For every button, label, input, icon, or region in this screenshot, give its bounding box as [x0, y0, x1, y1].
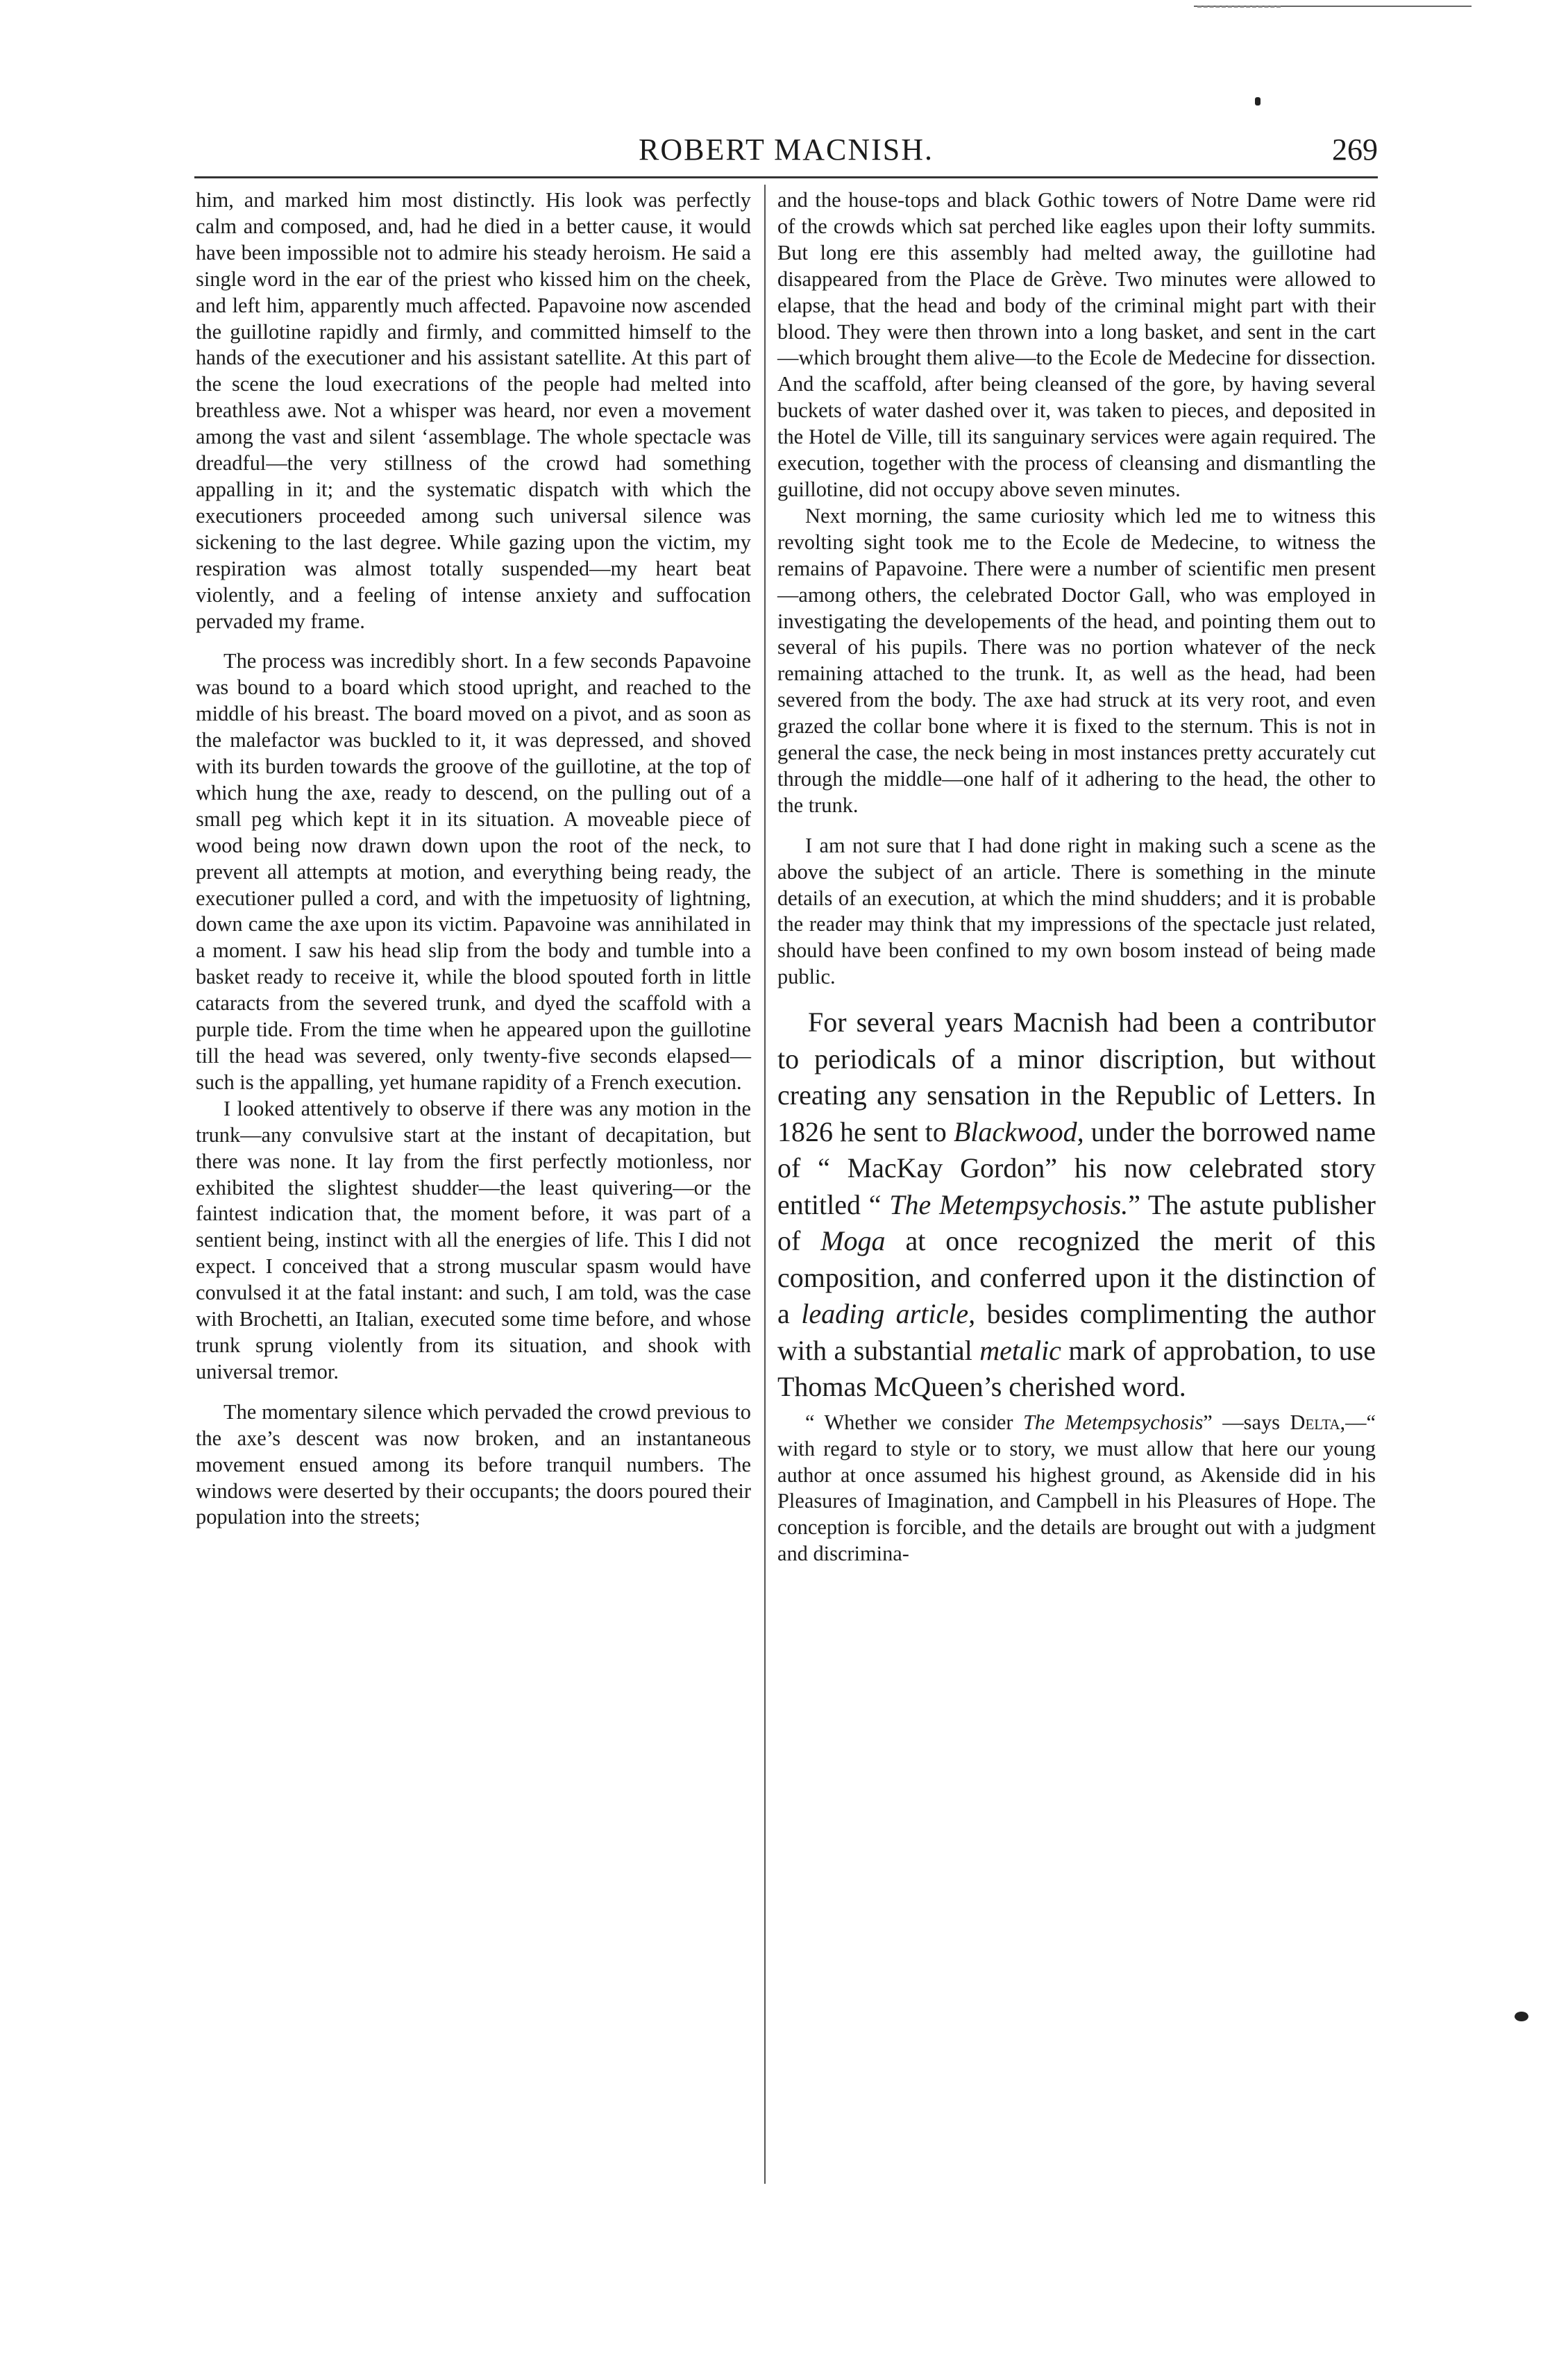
print-mark: [1255, 97, 1261, 106]
delta-name: Delta,: [1290, 1410, 1346, 1434]
p4-text-a: For several years Macnish had been a contributor to periodicals of a minor discription, but without creating any sensation in the Republic of Letters. In 1826 he sent to: [777, 1007, 1376, 1147]
metempsychosis-quote-title: The Metempsychosis: [1023, 1410, 1204, 1434]
p5-text-c: —“ with regard to style or to story, we must allow that here our young author at once assumed his highest ground, as Akenside did in his Pleasures of Imagination, and Campbell in his Pleasures of Hope. The conception is forcible, and the details are brought out with a judgment and discrimina-: [777, 1410, 1376, 1566]
metempsychosis-title: The Metempsychosis.: [889, 1188, 1129, 1220]
metalic-emphasis: metalic: [979, 1334, 1061, 1366]
leading-article-emphasis: leading article,: [801, 1298, 976, 1330]
right-paragraph-3: I am not sure that I had done right in making such a scene as the above the subject of an article. There is something in the minute details of an execution, at which the mind shudders; and it is probable the reader may think that my impressions of the spectacle just related, should have been confined to my own bosom instead of being made public.: [777, 833, 1376, 989]
page-number: 269: [1332, 133, 1378, 167]
header-rule: [194, 176, 1378, 178]
biography-section: [777, 1004, 1376, 1406]
p4-text-e: besides complimenting the author with a substantial: [777, 1298, 1376, 1366]
left-paragraph-3: I looked attentively to observe if there was any motion in the trunk—any convulsive start at the instant of decapitation, but there was none. It lay from the first perfectly motionless, nor exhibited the slightest shudder—the least quivering—or the faintest indication that, the moment before, it was part of a sentient being, instinct with all the energies of life. This I did not expect. I conceived that a strong muscular spasm would have convulsed it at the fatal instant: and such, I am told, was the case with Brochetti, an Italian, executed some time before, and whose trunk sprung violently from its situation, and shook with universal tremor.: [196, 1096, 751, 1383]
right-paragraph-4: [777, 1004, 1376, 1406]
p5-text-a: “ Whether we consider: [805, 1410, 1023, 1434]
running-title: ROBERT MACNISH.: [638, 133, 934, 167]
right-paragraph-5: [777, 1410, 1376, 1567]
moga-title: Moga: [820, 1225, 886, 1257]
p4-text-f: mark of approbation, to use Thomas McQueen’s cherished word.: [777, 1334, 1376, 1403]
margin-mark: [1515, 2012, 1528, 2021]
p4-text-d: at once recognized the merit of this composition, and conferred upon it the distinction of a: [777, 1225, 1376, 1330]
right-paragraph-1: and the house-tops and black Gothic towers of Notre Dame were rid of the crowds which sat perched like eagles upon their lofty summits. But long ere this assembly had melted away, the guillotine had disappeared from the Place de Grève. Two minutes were allowed to elapse, that the head and body of the criminal might part with their blood. They were then thrown into a long basket, and sent in the cart—which brought them alive—to the Ecole de Medecine for dissection. And the scaffold, after being cleansed of the gore, by having several buckets of water dashed over it, was taken to pieces, and deposited in the Hotel de Ville, till its sanguinary services were again required. The execution, together with the process of cleansing and dismantling the guillotine, did not occupy above seven minutes.: [777, 188, 1376, 501]
p5-text-b: ” —says: [1203, 1410, 1290, 1434]
left-column: [196, 187, 751, 1531]
p4-text-c: ” The astute publisher of: [777, 1188, 1376, 1257]
left-paragraph-4: The momentary silence which pervaded the crowd previous to the axe’s descent was now broken, and an instantaneous movement ensued among its before tranquil numbers. The windows were deserted by their occupants; the doors poured their population into the streets;: [196, 1399, 751, 1529]
top-edge-dashes: [1197, 6, 1281, 8]
right-paragraph-2: Next morning, the same curiosity which led me to witness this revolting sight took me to the Ecole de Medecine, to witness the remains of Papavoine. There were a number of scientific men present—among others, the celebrated Doctor Gall, who was employed in investigating the developements of the head, and pointing them out to several of his pupils. There was no portion whatever of the neck remaining attached to the trunk. It, as well as the head, had been severed from the body. The axe had struck at its very root, and even grazed the collar bone where it is fixed to the sternum. This is not in general the case, the neck being in most instances pretty accurately cut through the middle—one half of it adhering to the head, the other to the trunk.: [777, 503, 1376, 817]
right-column: [777, 187, 1376, 1567]
column-divider: [764, 185, 766, 2184]
left-paragraph-1: him, and marked him most distinctly. His look was perfectly calm and composed, and, had he died in a better cause, it would have been impossible not to admire his steady heroism. He said a single word in the ear of the priest who kissed him on the cheek, and left him, apparently much affected. Papavoine now ascended the guillotine rapidly and firmly, and committed himself to the hands of the executioner and his assistant satellite. At this part of the scene the loud execrations of the people had melted into breathless awe. Not a whisper was heard, nor even a movement among the vast and silent ‘assemblage. The whole spectacle was dreadful—the very stillness of the crowd had something appalling in it; and the systematic dispatch with which the executioners proceeded among such universal silence was sickening to the last degree. While gazing upon the victim, my respiration was almost totally suspended—my heart beat violently, and a feeling of intense anxiety and suffocation pervaded my frame.: [196, 188, 751, 633]
blackwood-title: Blackwood,: [953, 1115, 1084, 1147]
left-paragraph-2: The process was incredibly short. In a few seconds Papavoine was bound to a board which stood upright, and reached to the middle of his breast. The board moved on a pivot, and as soon as the malefactor was buckled to it, it was depressed, and shoved with its burden towards the groove of the guillotine, at the top of which hung the axe, ready to descend, on the pulling out of a small peg which kept it in its situation. A moveable piece of wood being now drawn down upon the root of the neck, to prevent all attempts at motion, and everything being ready, the executioner pulled a cord, and with the impetuosity of lightning, down came the axe upon its victim. Papavoine was annihilated in a moment. I saw his head slip from the body and tumble into a basket ready to receive it, while the blood spouted forth in little cataracts from the severed trunk, and dyed the scaffold with a purple tide. From the time when he appeared upon the guillotine till the head was severed, only twenty-five seconds elapsed—such is the appalling, yet humane rapidity of a French execution.: [196, 649, 751, 1094]
page-header: [194, 132, 1378, 167]
p4-text-b: under the borrowed name of “ MacKay Gordon” his now celebrated story entitled “: [777, 1115, 1376, 1220]
